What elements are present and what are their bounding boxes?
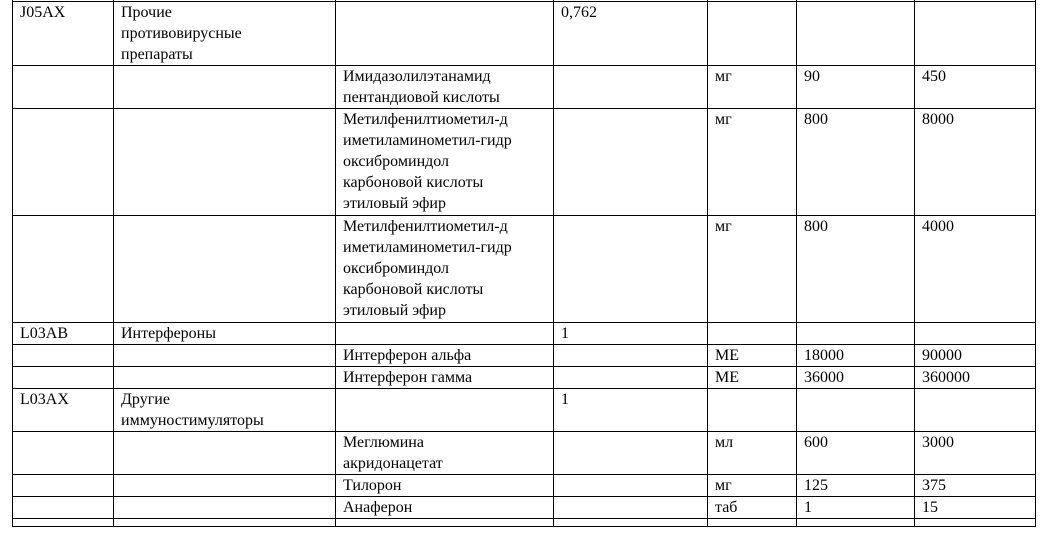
ddd-cell [797, 475, 915, 497]
unit-cell [708, 323, 797, 345]
group-name-cell [114, 323, 336, 345]
group-name-cell [114, 475, 336, 497]
unit-cell [708, 2, 797, 66]
table-row [13, 2, 1036, 66]
atc-code-cell [13, 497, 114, 519]
cell-text: Анаферон [343, 499, 413, 516]
unit-cell [708, 66, 797, 109]
unit-cell [708, 432, 797, 475]
table-row [13, 497, 1036, 519]
ddd-cell [797, 216, 915, 323]
cell-text: МЕ [715, 369, 739, 386]
max-dose-cell [915, 109, 1036, 216]
substance-cell [336, 367, 554, 389]
max-dose-cell [915, 389, 1036, 432]
group-name-cell [114, 389, 336, 432]
group-name-cell [114, 367, 336, 389]
group-name-cell [114, 432, 336, 475]
cell-text: Интерферон альфа [343, 347, 472, 364]
table-row [13, 519, 1036, 527]
substance-cell [336, 109, 554, 216]
group-name-cell [114, 345, 336, 367]
cell-text: мг [715, 68, 732, 85]
coefficient-cell [554, 323, 708, 345]
cell-text: Тилорон [343, 477, 402, 494]
coefficient-cell [554, 432, 708, 475]
unit-cell [708, 109, 797, 216]
ddd-cell [797, 497, 915, 519]
ddd-cell [797, 367, 915, 389]
ddd-cell [797, 323, 915, 345]
cell-text: 8000 [922, 111, 954, 128]
coefficient-cell [554, 475, 708, 497]
cell-text: 375 [922, 477, 946, 494]
unit-cell [708, 475, 797, 497]
table-row [13, 109, 1036, 216]
substance-cell [336, 323, 554, 345]
cell-text: мл [715, 434, 734, 451]
cell-text: 800 [804, 111, 828, 128]
cell-text: Метилфенилтиометил-д иметиламинометил-гидр оксиброминдол карбоновой кислоты этиловый эфир [343, 111, 512, 212]
coefficient-cell [554, 367, 708, 389]
cell-text: L03AB [20, 325, 68, 342]
atc-code-cell [13, 367, 114, 389]
unit-cell [708, 497, 797, 519]
substance-cell [336, 497, 554, 519]
cell-text: Имидазолилэтанамид пентандиовой кислоты [343, 68, 500, 106]
cell-text: 15 [922, 499, 938, 516]
atc-code-cell [13, 109, 114, 216]
cell-text: мг [715, 218, 732, 235]
substance-cell [336, 432, 554, 475]
cell-text: 1 [561, 391, 569, 408]
atc-code-cell [13, 66, 114, 109]
cell-text: 1 [804, 499, 812, 516]
ddd-cell [797, 2, 915, 66]
atc-code-cell [13, 389, 114, 432]
cell-text: 800 [804, 218, 828, 235]
coefficient-cell [554, 66, 708, 109]
cell-text: 3000 [922, 434, 954, 451]
cell-text: 0,762 [561, 4, 597, 21]
substance-cell [336, 2, 554, 66]
ddd-cell [797, 66, 915, 109]
max-dose-cell [915, 519, 1036, 527]
unit-cell [708, 389, 797, 432]
unit-cell [708, 216, 797, 323]
table-row [13, 367, 1036, 389]
unit-cell [708, 345, 797, 367]
group-name-cell [114, 109, 336, 216]
substance-cell [336, 519, 554, 527]
table-row [13, 432, 1036, 475]
cell-text: 600 [804, 434, 828, 451]
group-name-cell [114, 519, 336, 527]
max-dose-cell [915, 66, 1036, 109]
ddd-cell [797, 345, 915, 367]
max-dose-cell [915, 497, 1036, 519]
cell-text: мг [715, 477, 732, 494]
max-dose-cell [915, 345, 1036, 367]
ddd-cell [797, 519, 915, 527]
table-row [13, 216, 1036, 323]
cell-text: L03AX [20, 391, 69, 408]
max-dose-cell [915, 367, 1036, 389]
cell-text: 18000 [804, 347, 844, 364]
table-row [13, 475, 1036, 497]
group-name-cell [114, 497, 336, 519]
max-dose-cell [915, 2, 1036, 66]
unit-cell [708, 519, 797, 527]
coefficient-cell [554, 519, 708, 527]
cell-text: МЕ [715, 347, 739, 364]
max-dose-cell [915, 475, 1036, 497]
coefficient-cell [554, 389, 708, 432]
cell-text: 36000 [804, 369, 844, 386]
ddd-cell [797, 109, 915, 216]
max-dose-cell [915, 432, 1036, 475]
cell-text: мг [715, 111, 732, 128]
ddd-cell [797, 389, 915, 432]
cell-text: Прочие противовирусные препараты [121, 4, 242, 63]
atc-code-cell [13, 475, 114, 497]
table-row [13, 66, 1036, 109]
cell-text: 360000 [922, 369, 970, 386]
substance-cell [336, 66, 554, 109]
coefficient-cell [554, 497, 708, 519]
substance-cell [336, 475, 554, 497]
cell-text: 125 [804, 477, 828, 494]
coefficient-cell [554, 2, 708, 66]
ddd-cell [797, 432, 915, 475]
cell-text: 450 [922, 68, 946, 85]
atc-code-cell [13, 2, 114, 66]
cell-text: Интерфероны [121, 325, 216, 342]
cell-text: Метилфенилтиометил-д иметиламинометил-гидр оксиброминдол карбоновой кислоты этиловый эфир [343, 218, 512, 319]
cell-text: J05AX [20, 4, 66, 21]
coefficient-cell [554, 109, 708, 216]
atc-code-cell [13, 216, 114, 323]
cell-text: 4000 [922, 218, 954, 235]
drug-table [12, 0, 1036, 527]
group-name-cell [114, 2, 336, 66]
group-name-cell [114, 66, 336, 109]
unit-cell [708, 367, 797, 389]
cell-text: 1 [561, 325, 569, 342]
cell-text: 90 [804, 68, 820, 85]
atc-code-cell [13, 345, 114, 367]
cell-text: 90000 [922, 347, 962, 364]
cell-text: таб [715, 499, 738, 516]
atc-code-cell [13, 323, 114, 345]
coefficient-cell [554, 216, 708, 323]
substance-cell [336, 389, 554, 432]
coefficient-cell [554, 345, 708, 367]
cell-text: Меглюмина акридонацетат [343, 434, 443, 472]
max-dose-cell [915, 323, 1036, 345]
table-row [13, 345, 1036, 367]
max-dose-cell [915, 216, 1036, 323]
table-row [13, 323, 1036, 345]
atc-code-cell [13, 519, 114, 527]
cell-text: Другие иммуностимуляторы [121, 391, 264, 429]
atc-code-cell [13, 432, 114, 475]
cell-text: Интерферон гамма [343, 369, 473, 386]
substance-cell [336, 216, 554, 323]
group-name-cell [114, 216, 336, 323]
substance-cell [336, 345, 554, 367]
table-row [13, 389, 1036, 432]
